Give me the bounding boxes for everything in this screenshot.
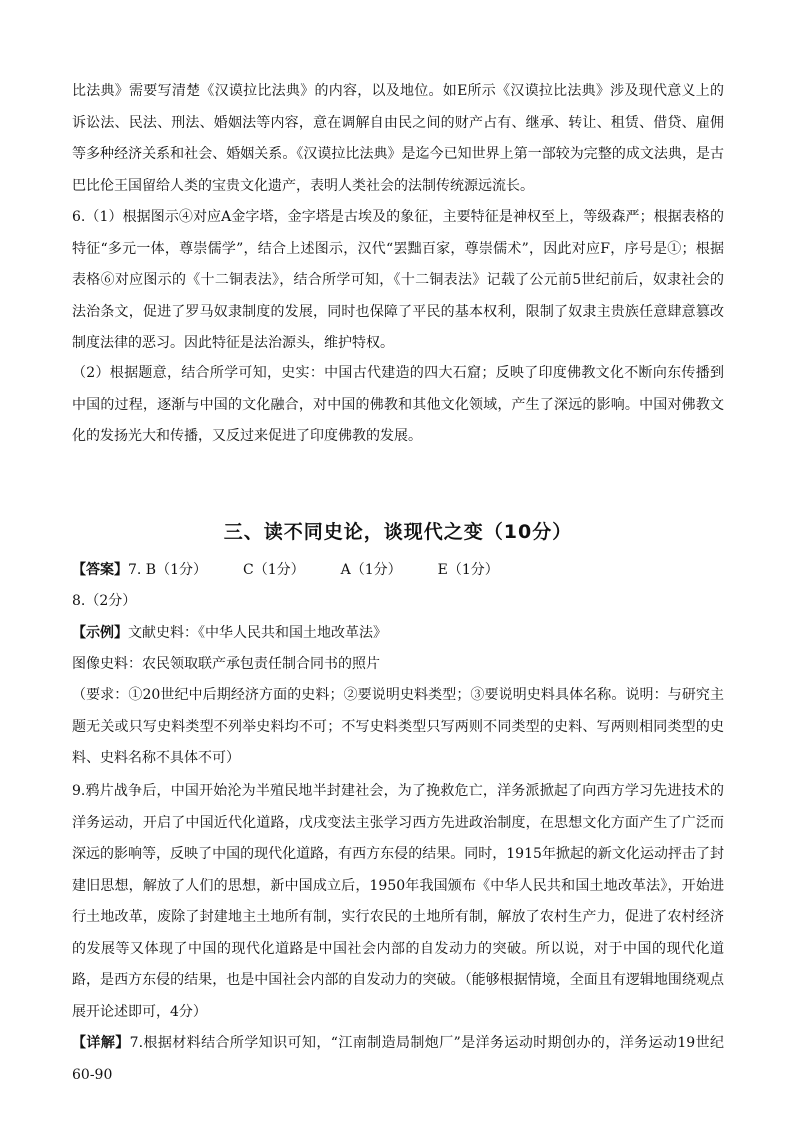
example-label: 【示例】 [72,625,128,641]
question-9-answer: 9.鸦片战争后，中国开始沦为半殖民地半封建社会，为了挽救危亡，洋务派掀起了向西方学习先进技术的洋务运动，开启了中国近代化道路，戊戌变法主张学习西方先进政治制度，在思想文化方面产生了广泛而深远的影响等，反映了中国的现代化道路，有西方东侵的结果。同时，1915年掀起的新文化运动抨击了封建旧思想，解放了人们的思想，新中国成立后，1950年我国颁布《中华人民共和国土地改革法》，开始进行土地改革，废除了封建地主土地所有制，实行农民的土地所有制，解放了农村生产力，促进了农村经济的发展等又体现了中国的现代化道路是中国社会内部的自发动力的突破。所以说，对于中国的现代化道路，是西方东侵的结果，也是中国社会内部的自发动力的突破。（能够根据情境，全面且有逻辑地围绕观点展开论述即可，4分） [72,783,724,1020]
answer-item-c: C（1分） [243,562,305,578]
answer-item-7: 7. B（1分） [128,562,208,578]
answer-line [72,556,499,584]
answer-item-a: A（1分） [340,562,402,578]
example-line-2: 图像史料：农民领取联产承包责任制合同书的照片 [72,656,380,672]
answer-item-e: E（1分） [437,562,499,578]
question-8-heading: 8.（2分） [72,593,137,609]
example-text-document: 文献史料：《中华人民共和国土地改革法》 [128,625,387,641]
paragraph-q6-part2: （2）根据题意，结合所学可知，史实：中国古代建造的四大石窟；反映了印度佛教文化不断向东传播到中国的过程，逐渐与中国的文化融合，对中国的佛教和其他文化领域，产生了深远的影响。中国对佛教文化的发扬光大和传播，又反过来促进了印度佛教的发展。 [72,365,724,444]
section-title: 三、读不同史论，谈现代之变（10分） [223,521,573,543]
paragraph-hammurabi: 比法典》需要写清楚《汉谟拉比法典》的内容，以及地位。如E所示《汉谟拉比法典》涉及现代意义上的诉讼法、民法、刑法、婚姻法等内容，意在调解自由民之间的财产占有、继承、转让、租赁、借贷、雇佣等多种经济关系和社会、婚姻关系。《汉谟拉比法典》是迄今已知世界上第一部较为完整的成文法典，是古巴比伦王国留给人类的宝贵文化遗产，表明人类社会的法制传统源远流长。 [72,83,724,194]
detail-line [72,1028,724,1091]
detail-label: 【详解】 [72,1035,130,1051]
answer-label: 【答案】 [72,562,128,578]
requirement-text: （要求：①20世纪中后期经济方面的史料；②要说明史料类型；③要说明史料具体名称。说明：与研究主题无关或只写史料类型不列举史料均不可；不写史料类型只写两则不同类型的史料、写两则相同类型的史料、史料名称不具体不可） [72,687,724,766]
paragraph-q6-part1: 6.（1）根据图示④对应A金字塔，金字塔是古埃及的象征，主要特征是神权至上，等级森严；根据表格的特征“多元一体，尊崇儒学”，结合上述图示，汉代“罢黜百家，尊崇儒术”，因此对应F，序号是①；根据表格⑥对应图示的《十二铜表法》，结合所学可知，《十二铜表法》记载了公元前5世纪前后，奴隶社会的法治条文，促进了罗马奴隶制度的发展，同时也保障了平民的基本权利，限制了奴隶主贵族任意肆意篡改制度法律的恶习。因此特征是法治源头，维护特权。 [72,209,724,351]
detail-text: 7.根据材料结合所学知识可知，“江南制造局制炮厂”是洋务运动时期创办的，洋务运动19世纪60-90 [72,1035,725,1083]
example-line-1 [72,618,724,650]
